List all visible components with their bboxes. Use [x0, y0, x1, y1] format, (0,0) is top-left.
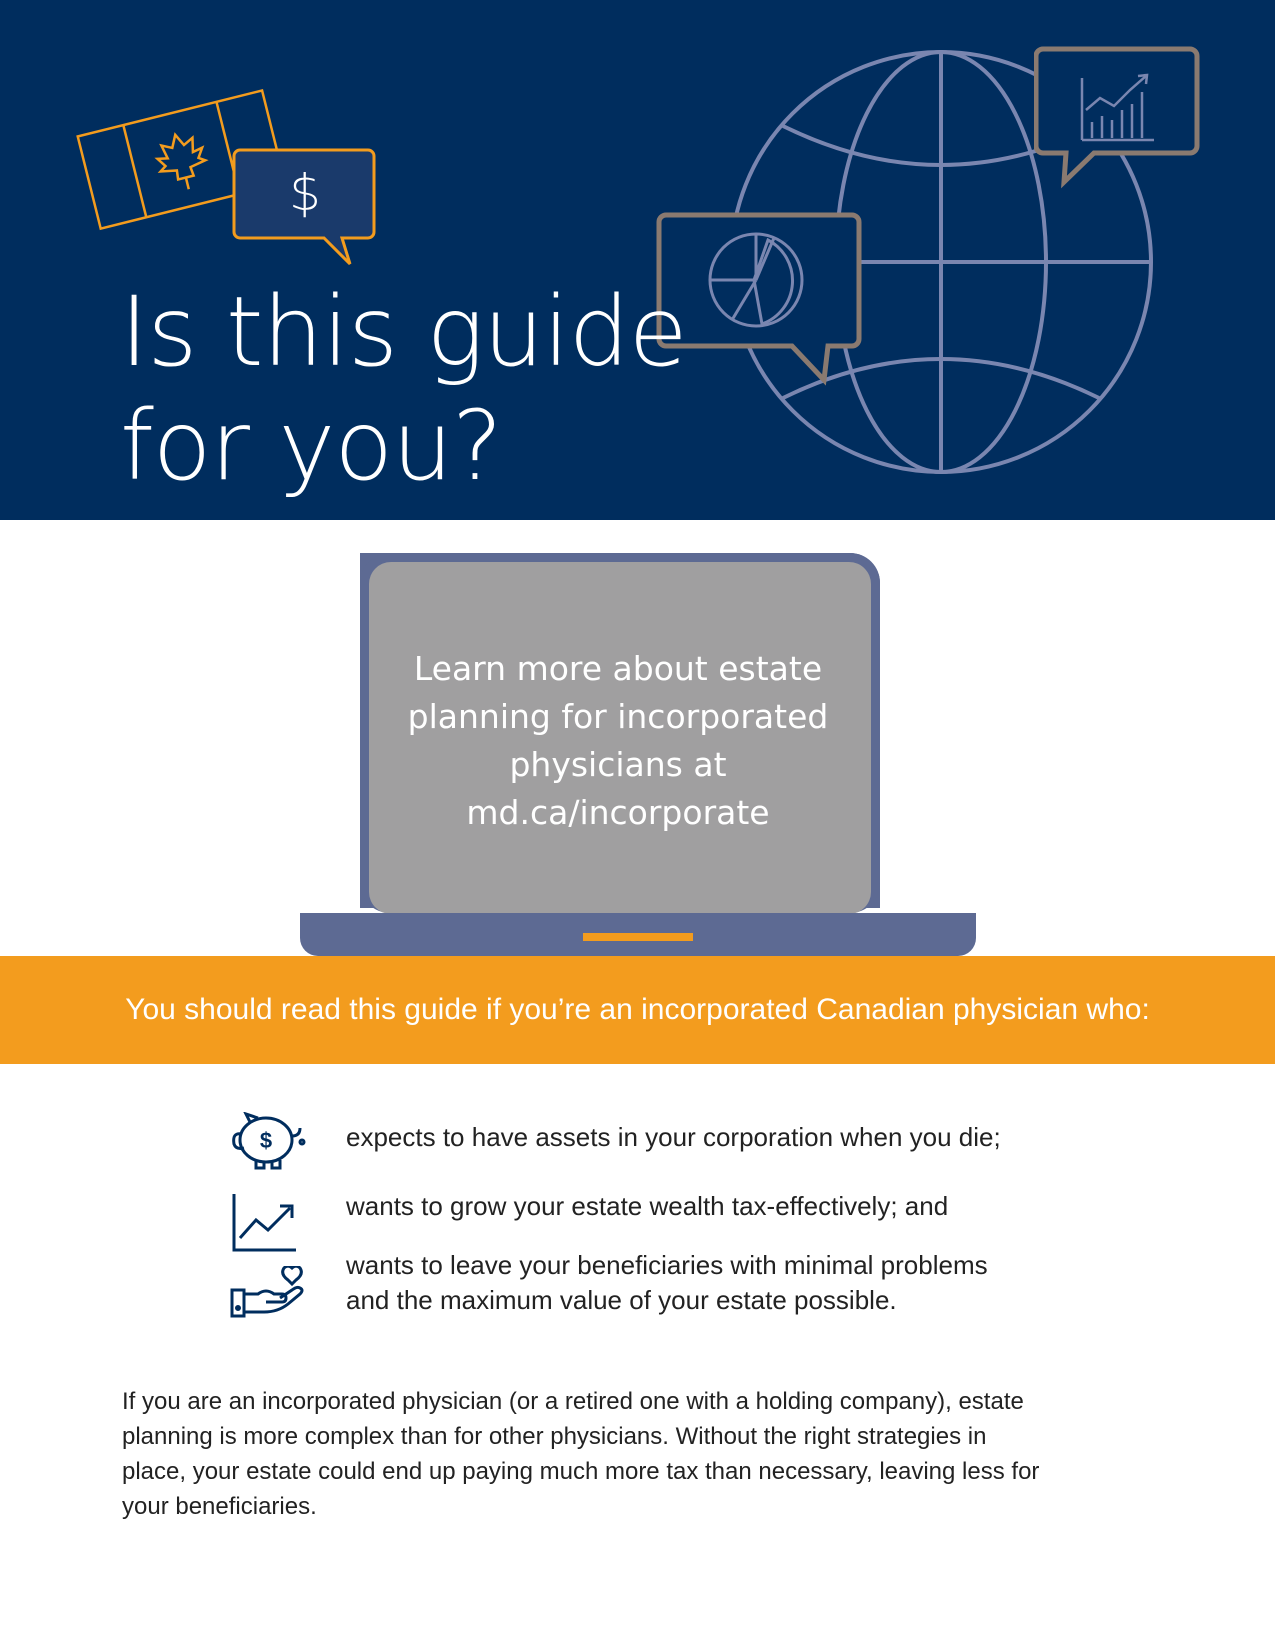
body-line: planning is more complex than for other physicians. Without the right strategies in	[122, 1423, 987, 1450]
pie-chart-speech-bubble-icon	[656, 212, 866, 388]
laptop-link-text[interactable]: md.ca/incorporate	[466, 793, 770, 832]
criterion-text: wants to grow your estate wealth tax-effectively; and	[346, 1191, 949, 1221]
body-paragraph	[122, 1384, 1122, 1524]
body-line: place, your estate could end up paying much more tax than necessary, leaving less for	[122, 1458, 1040, 1485]
piggy-bank-icon	[230, 1112, 310, 1174]
hero-banner	[0, 0, 1275, 520]
audience-banner-text: You should read this guide if you’re an incorporated Canadian physician who:	[125, 993, 1150, 1026]
bar-chart-speech-bubble-icon	[1034, 46, 1204, 192]
laptop-text-line: Learn more about estate	[413, 649, 823, 688]
laptop-text-line: physicians at	[509, 745, 727, 784]
body-line: your beneficiaries.	[122, 1493, 317, 1520]
criterion-text: expects to have assets in your corporation when you die;	[346, 1122, 1001, 1152]
criterion-text: wants to leave your beneficiaries with minimal problems	[346, 1250, 988, 1280]
audience-banner	[0, 956, 1275, 1064]
laptop-screen-text	[380, 645, 856, 837]
dollar-sign: $	[289, 164, 321, 222]
laptop-text-line: planning for incorporated	[407, 697, 829, 736]
body-line: If you are an incorporated physician (or a retired one with a holding company), estate	[122, 1388, 1024, 1415]
criterion-text: and the maximum value of your estate possible.	[346, 1285, 897, 1315]
svg-text:$: $	[259, 1128, 273, 1153]
hand-heart-icon	[230, 1266, 306, 1322]
laptop-callout	[300, 553, 976, 957]
page-title	[120, 275, 687, 503]
title-line: for you?	[120, 390, 502, 502]
title-line: Is this guide	[120, 276, 687, 388]
growth-chart-icon	[230, 1192, 300, 1254]
